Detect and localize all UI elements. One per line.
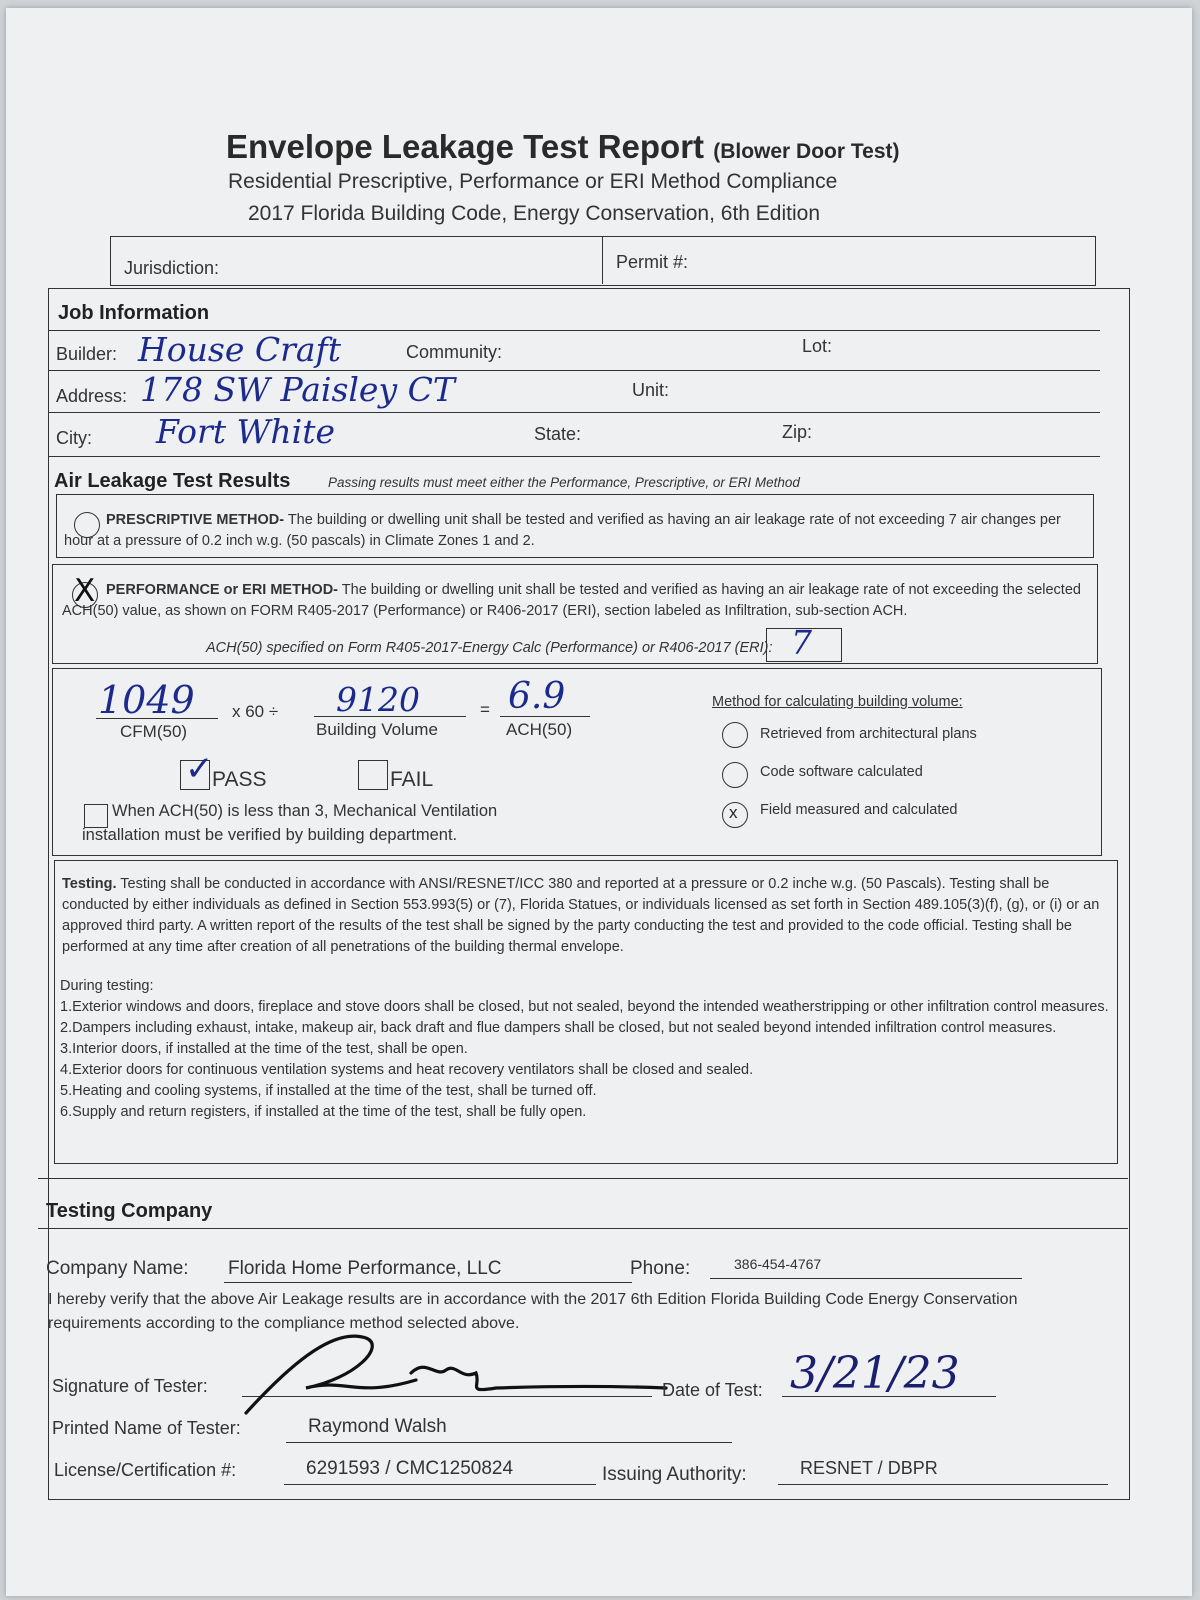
- ach-spec-box[interactable]: [766, 623, 842, 662]
- results-heading: Air Leakage Test Results: [54, 470, 291, 492]
- testing-step-5: 5.Heating and cooling systems, if installed at the time of the test, shall be turned off.: [60, 1083, 597, 1099]
- volume-label: Building Volume: [316, 720, 438, 739]
- job-information-heading: Job Information: [58, 302, 210, 324]
- cfm-label: CFM(50): [120, 722, 188, 741]
- method-option-software-radio[interactable]: [722, 762, 748, 788]
- method-option-plans-label: Retrieved from architectural plans: [760, 726, 977, 742]
- cfm-value: 1049: [98, 678, 195, 722]
- zip-label: Zip:: [782, 422, 813, 442]
- unit-label: Unit:: [632, 380, 670, 400]
- phone-label: Phone:: [630, 1258, 691, 1279]
- pass-label: PASS: [212, 768, 267, 791]
- fail-label: FAIL: [390, 768, 434, 791]
- ach-spec-label: ACH(50) specified on Form R405-2017-Energy Calc (Performance) or R406-2017 (ERI):: [206, 640, 773, 656]
- testing-company-heading: Testing Company: [46, 1200, 213, 1222]
- testing-steps: [60, 976, 1110, 1123]
- during-testing-label: During testing:: [60, 978, 154, 994]
- report-page: [6, 8, 1192, 1596]
- printed-name-label: Printed Name of Tester:: [52, 1418, 241, 1438]
- volume-value: 9120: [336, 680, 420, 719]
- prescriptive-text: PRESCRIPTIVE METHOD- The building or dwelling unit shall be tested and verified as having an air leakage rate of not exceeding 7 air changes per hour at a pressure of 0.2 inch w.g. (50 pascals) in Climate Zones 1 and 2.: [64, 512, 1061, 549]
- report-subtitle-2: 2017 Florida Building Code, Energy Conservation, 6th Edition: [248, 202, 821, 225]
- address-value: 178 SW Paisley CT: [140, 370, 455, 409]
- method-option-field-radio[interactable]: [722, 802, 748, 828]
- state-label: State:: [534, 424, 582, 444]
- mechanical-ventilation-checkbox[interactable]: [84, 804, 108, 828]
- fail-checkbox[interactable]: [358, 760, 388, 790]
- city-label: City:: [56, 428, 92, 448]
- builder-value: House Craft: [138, 330, 342, 369]
- method-field-x-mark: x: [729, 803, 738, 822]
- pass-check-mark: ✓: [185, 749, 214, 789]
- company-name-label: Company Name:: [46, 1258, 189, 1279]
- results-note: Passing results must meet either the Performance, Prescriptive, or ERI Method: [328, 475, 800, 490]
- testing-step-2: 2.Dampers including exhaust, intake, makeup air, back draft and flue dampers shall be closed, but not sealed beyond intended infiltration control measures.: [60, 1020, 1057, 1036]
- jurisdiction-label: Jurisdiction:: [124, 258, 220, 278]
- license-label: License/Certification #:: [54, 1460, 237, 1480]
- phone-value: 386-454-4767: [734, 1256, 822, 1272]
- times-sixty: x 60 ÷: [232, 702, 279, 721]
- signature-label: Signature of Tester:: [52, 1376, 208, 1396]
- mv-note-line-1: When ACH(50) is less than 3, Mechanical Ventilation: [112, 802, 498, 820]
- tester-signature: [236, 1318, 676, 1428]
- community-label: Community:: [406, 342, 503, 362]
- license-value: 6291593 / CMC1250824: [306, 1458, 514, 1479]
- builder-label: Builder:: [56, 344, 118, 364]
- issuing-authority-value: RESNET / DBPR: [800, 1458, 938, 1478]
- method-option-software-label: Code software calculated: [760, 764, 923, 780]
- method-heading: Method for calculating building volume:: [712, 694, 963, 710]
- lot-label: Lot:: [802, 336, 833, 356]
- ach-result-label: ACH(50): [506, 720, 573, 739]
- city-value: Fort White: [156, 412, 336, 451]
- ach-result-value: 6.9: [508, 676, 566, 717]
- testing-step-6: 6.Supply and return registers, if installed at the time of the test, shall be fully open.: [60, 1104, 587, 1120]
- report-subtitle-1: Residential Prescriptive, Performance or ERI Method Compliance: [228, 170, 838, 193]
- company-name-value: Florida Home Performance, LLC: [228, 1258, 502, 1279]
- permit-box: [110, 236, 1096, 286]
- verification-text: I hereby verify that the above Air Leakage results are in accordance with the 2017 6th Edition Florida Building Code Energy Conservation requirements according to the compliance method selected above.: [48, 1291, 1018, 1332]
- date-value: 3/21/23: [790, 1348, 960, 1399]
- method-option-field-label: Field measured and calculated: [760, 802, 958, 818]
- ach-spec-value: 7: [791, 623, 812, 662]
- performance-text: PERFORMANCE or ERI METHOD- The building or dwelling unit shall be tested and verified as having an air leakage rate of not exceeding the selected ACH(50) value, as shown on FORM R405-2017 (Performance) or R406-2017 (ERI), section labeled as Infiltration, sub-section ACH.: [62, 582, 1081, 619]
- testing-step-3: 3.Interior doors, if installed at the time of the test, shall be open.: [60, 1041, 468, 1057]
- method-option-plans-radio[interactable]: [722, 722, 748, 748]
- testing-paragraph: Testing. Testing shall be conducted in accordance with ANSI/RESNET/ICC 380 and reported at a pressure or 0.2 inche w.g. (50 Pascals). Testing shall be conducted by either individuals as defined in Section 553.993(5) or (7), Florida Statues, or individuals licensed as set forth in Section 489.105(3)(f), (g), or (i) or an approved third party. A written report of the results of the test shall be signed by the party conducting the test and provided to the code official. Testing shall be performed at any time after creation of all penetrations of the building thermal envelope.: [62, 876, 1100, 955]
- mv-note-line-2: installation must be verified by building department.: [82, 826, 458, 844]
- equals-sign: =: [480, 700, 490, 719]
- address-label: Address:: [56, 386, 128, 406]
- pass-checkbox[interactable]: [180, 749, 214, 790]
- performance-x-mark: X: [74, 573, 96, 609]
- issuing-authority-label: Issuing Authority:: [602, 1464, 747, 1485]
- report-title: Envelope Leakage Test Report (Blower Door Test): [226, 128, 900, 165]
- permit-label: Permit #:: [616, 252, 689, 272]
- testing-step-1: 1.Exterior windows and doors, fireplace and stove doors shall be closed, but not sealed, beyond the intended weatherstripping or other infiltration control measures.: [60, 999, 1109, 1015]
- date-label: Date of Test:: [662, 1380, 763, 1400]
- testing-step-4: 4.Exterior doors for continuous ventilation systems and heat recovery ventilators shall be closed and sealed.: [60, 1062, 754, 1078]
- printed-name-value: Raymond Walsh: [308, 1416, 447, 1437]
